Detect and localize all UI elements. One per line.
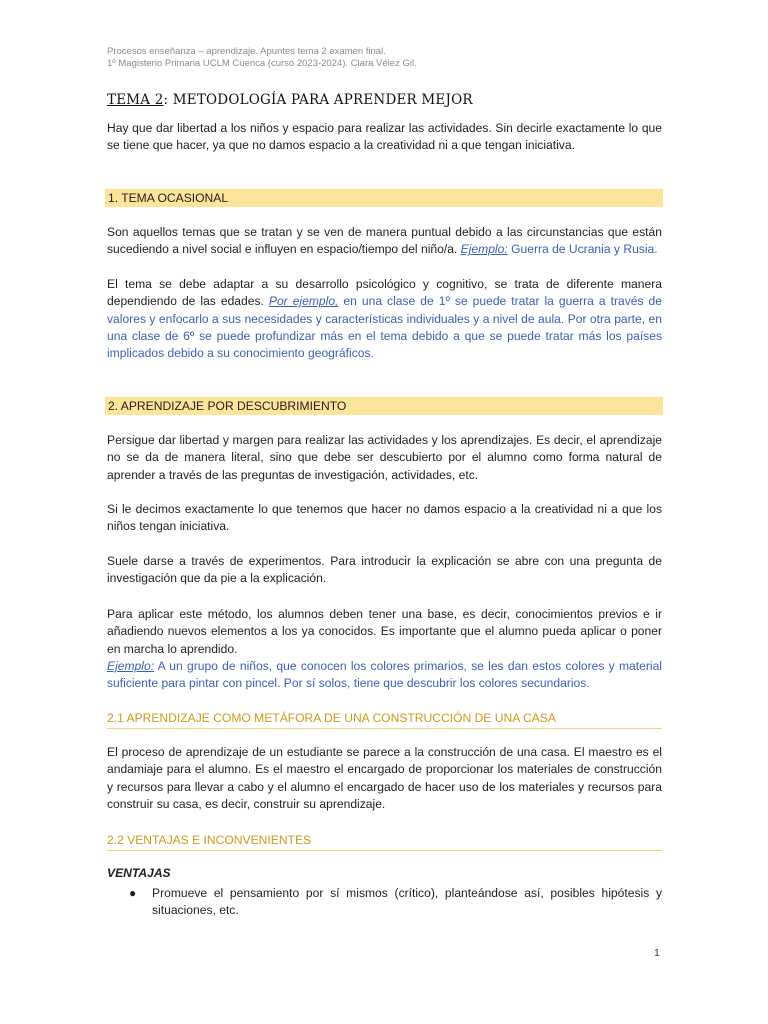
section-1-heading: 1. TEMA OCASIONAL xyxy=(108,191,229,205)
ventajas-label: VENTAJAS xyxy=(107,866,171,880)
title-prefix: TEMA 2 xyxy=(107,92,164,108)
subsection-2-1-heading: 2.1 APRENDIZAJE COMO METÁFORA DE UNA CONSTRUCCIÓN DE UNA CASA xyxy=(107,710,662,729)
subsection-2-2-heading: 2.2 VENTAJAS E INCONVENIENTES xyxy=(107,832,662,851)
section-2-heading: 2. APRENDIZAJE POR DESCUBRIMIENTO xyxy=(108,399,347,413)
paragraph-text: El tema se debe adaptar a su desarrollo psicológico y cognitivo, se trata de diferente manera dependiendo de las edades. xyxy=(107,277,662,309)
header-line-1: Procesos enseñanza – aprendizaje. Apuntes tema 2 examen final. xyxy=(107,46,386,57)
section-1-paragraph-2 xyxy=(107,276,662,362)
example-label: Ejemplo: xyxy=(107,658,155,673)
running-header xyxy=(107,46,667,69)
example-text: Guerra de Ucrania y Rusia. xyxy=(507,242,658,257)
title-rest: : METODOLOGÍA PARA APRENDER MEJOR xyxy=(163,92,473,108)
paragraph-text: Para aplicar este método, los alumnos deben tener una base, es decir, conocimientos previos e ir añadiendo nuevos elementos a los ya conocidos. Es importante que el alumno pueda aplicar o poner en marcha lo aprendido. xyxy=(107,607,662,656)
section-2-paragraph-2: Si le decimos exactamente lo que tenemos que hacer no damos espacio a la creatividad ni a que los niños tengan iniciativa. xyxy=(107,502,662,534)
bullet-icon: ● xyxy=(129,886,137,900)
page-title xyxy=(107,92,473,108)
section-2-paragraph-1: Persigue dar libertad y margen para realizar las actividades y los aprendizajes. Es decir, el aprendizaje no se da de manera literal, sino que debe ser descubierto por el alumno como forma natural de aprender a través de las preguntas de investigación, actividades, etc. xyxy=(107,433,662,482)
example-text: en una clase de 1º se puede tratar la guerra a través de valores y enfocarlo a sus necesidades y características individuales y a nivel de aula. Por otra parte, en una clase de 6º se puede profundizar más en el tema debido a que se puede tratar más los países implicados debido a su conocimiento geográficos. xyxy=(107,294,662,361)
section-heading-band xyxy=(105,397,663,415)
section-heading-band xyxy=(105,189,663,207)
example-label: Ejemplo: xyxy=(460,242,508,257)
example-text: A un grupo de niños, que conocen los colores primarios, se les dan estos colores y material suficiente para pintar con pincel. Por sí solos, tiene que descubrir los colores secundarios. xyxy=(107,658,662,691)
page-number: 1 xyxy=(654,947,660,959)
section-2-paragraph-3: Suele darse a través de experimentos. Para introducir la explicación se abre con una pregunta de investigación que da pie a la explicación. xyxy=(107,554,662,586)
section-1-paragraph-1 xyxy=(107,224,662,259)
section-2-paragraph-4 xyxy=(107,606,662,692)
header-line-2: 1º Magisterio Primaria UCLM Cuenca (curso 2023-2024). Clara Vélez Gil. xyxy=(107,57,417,69)
example-label: Por ejemplo, xyxy=(268,294,339,309)
paragraph-text: Son aquellos temas que se tratan y se ven de manera puntual debido a las circunstancias que están sucediendo a nivel social e influyen en espacio/tiempo del niño/a. xyxy=(107,225,662,257)
list-item-text: Promueve el pensamiento por sí mismos (crítico), planteándose así, posibles hipótesis y situaciones, etc. xyxy=(152,886,662,918)
subsection-2-1-paragraph: El proceso de aprendizaje de un estudiante se parece a la construcción de una casa. El maestro es el andamiaje para el alumno. Es el maestro el encargado de proporcionar los materiales de construcción y recursos para llevar a cabo y el alumno el encargado de hacer uso de los materiales y recursos para construir su casa, es decir, construir su aprendizaje. xyxy=(107,745,662,811)
intro-paragraph: Hay que dar libertad a los niños y espacio para realizar las actividades. Sin decirle exactamente lo que se tiene que hacer, ya que no damos espacio a la creatividad ni a que tengan iniciativa. xyxy=(107,121,662,153)
